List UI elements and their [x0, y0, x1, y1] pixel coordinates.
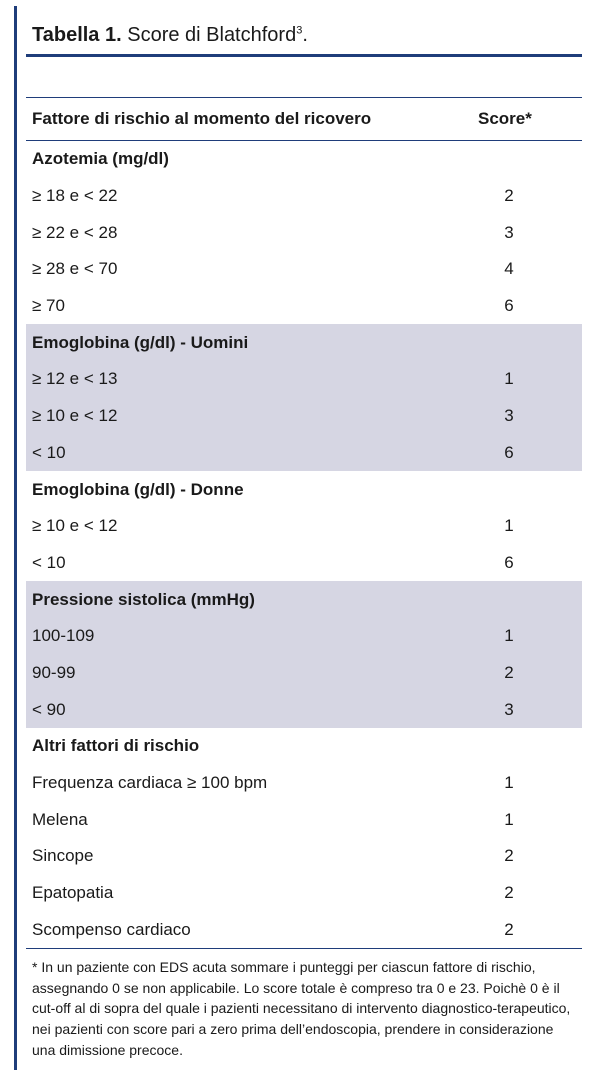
row-label: Epatopatia: [32, 883, 114, 903]
section-block: [26, 471, 582, 581]
row-label: ≥ 12 e < 13: [32, 369, 118, 389]
row-score: 2: [504, 846, 514, 866]
table-title: [32, 24, 308, 47]
row-score: 4: [504, 259, 514, 279]
row-score: 2: [504, 883, 514, 903]
row-score: 2: [504, 186, 514, 206]
table-row: [26, 214, 582, 251]
table-row: [26, 618, 582, 655]
section-heading-row: [26, 471, 582, 508]
section-heading-row: [26, 728, 582, 765]
row-label: < 90: [32, 699, 66, 719]
section-heading: Azotemia (mg/dl): [32, 149, 169, 169]
section-block: [26, 141, 582, 324]
row-score: 1: [504, 626, 514, 646]
footnote: * In un paziente con EDS acuta sommare i punteggi per ciascun fattore di rischio, assegnando 0 se non applicabile. Lo score totale è compreso tra 0 e 23. Poichè 0 è il cut-off al di sopra del quale i pazienti necessitano di intervento diagnostico-terapeutico, nei pazienti con score pari a zero prima dell’endoscopia, prendere in considerazione una dimissione precoce.: [32, 959, 571, 1058]
table-row: [26, 911, 582, 948]
table-row: [26, 655, 582, 692]
table-row: [26, 508, 582, 545]
section-heading-row: [26, 581, 582, 618]
table-row: [26, 178, 582, 215]
table-row: [26, 251, 582, 288]
section-heading: Pressione sistolica (mmHg): [32, 589, 255, 609]
row-label: Melena: [32, 809, 88, 829]
title-text: Score di Blatchford: [121, 24, 297, 46]
row-label: 100-109: [32, 626, 95, 646]
section-block: [26, 324, 582, 471]
row-score: 2: [504, 919, 514, 939]
row-score: 2: [504, 662, 514, 682]
title-superscript: 3: [296, 24, 303, 37]
section-heading: Altri fattori di rischio: [32, 736, 200, 756]
row-score: 6: [504, 296, 514, 316]
header-score: Score*: [478, 109, 532, 128]
row-label: < 10: [32, 442, 66, 462]
row-label: < 10: [32, 552, 66, 572]
table-row: [26, 361, 582, 398]
table-row: [26, 435, 582, 472]
row-score: 1: [504, 773, 514, 793]
title-end: .: [302, 24, 308, 46]
row-score: 1: [504, 369, 514, 389]
section-block: [26, 581, 582, 728]
title-lead: Tabella 1.: [32, 24, 122, 46]
table-row: [26, 838, 582, 875]
table-row: [26, 875, 582, 912]
row-label: Sincope: [32, 846, 94, 866]
table-header: [26, 98, 582, 140]
title-rule: [26, 54, 582, 57]
table-row: [26, 288, 582, 325]
section-heading: Emoglobina (g/dl) - Uomini: [32, 332, 249, 352]
row-label: ≥ 22 e < 28: [32, 222, 118, 242]
row-score: 3: [504, 222, 514, 242]
section-block: [26, 728, 582, 948]
table-row: [26, 691, 582, 728]
table-row: [26, 765, 582, 802]
row-label: ≥ 28 e < 70: [32, 259, 118, 279]
section-heading-row: [26, 141, 582, 178]
section-heading-row: [26, 324, 582, 361]
table-row: [26, 545, 582, 582]
left-accent-rule: [14, 6, 17, 1070]
row-score: 1: [504, 516, 514, 536]
row-score: 1: [504, 809, 514, 829]
row-label: ≥ 70: [32, 296, 65, 316]
table-row: [26, 398, 582, 435]
row-score: 6: [504, 442, 514, 462]
row-label: Scompenso cardiaco: [32, 919, 191, 939]
row-label: Frequenza cardiaca ≥ 100 bpm: [32, 773, 268, 793]
row-label: ≥ 18 e < 22: [32, 186, 118, 206]
row-score: 3: [504, 406, 514, 426]
row-score: 3: [504, 699, 514, 719]
table-body: [26, 141, 582, 948]
row-label: ≥ 10 e < 12: [32, 406, 118, 426]
header-factor: Fattore di rischio al momento del ricovero: [32, 109, 372, 128]
row-score: 6: [504, 552, 514, 572]
row-label: 90-99: [32, 662, 76, 682]
row-label: ≥ 10 e < 12: [32, 516, 118, 536]
section-heading: Emoglobina (g/dl) - Donne: [32, 479, 244, 499]
table-row: [26, 801, 582, 838]
score-table: [26, 97, 582, 1060]
